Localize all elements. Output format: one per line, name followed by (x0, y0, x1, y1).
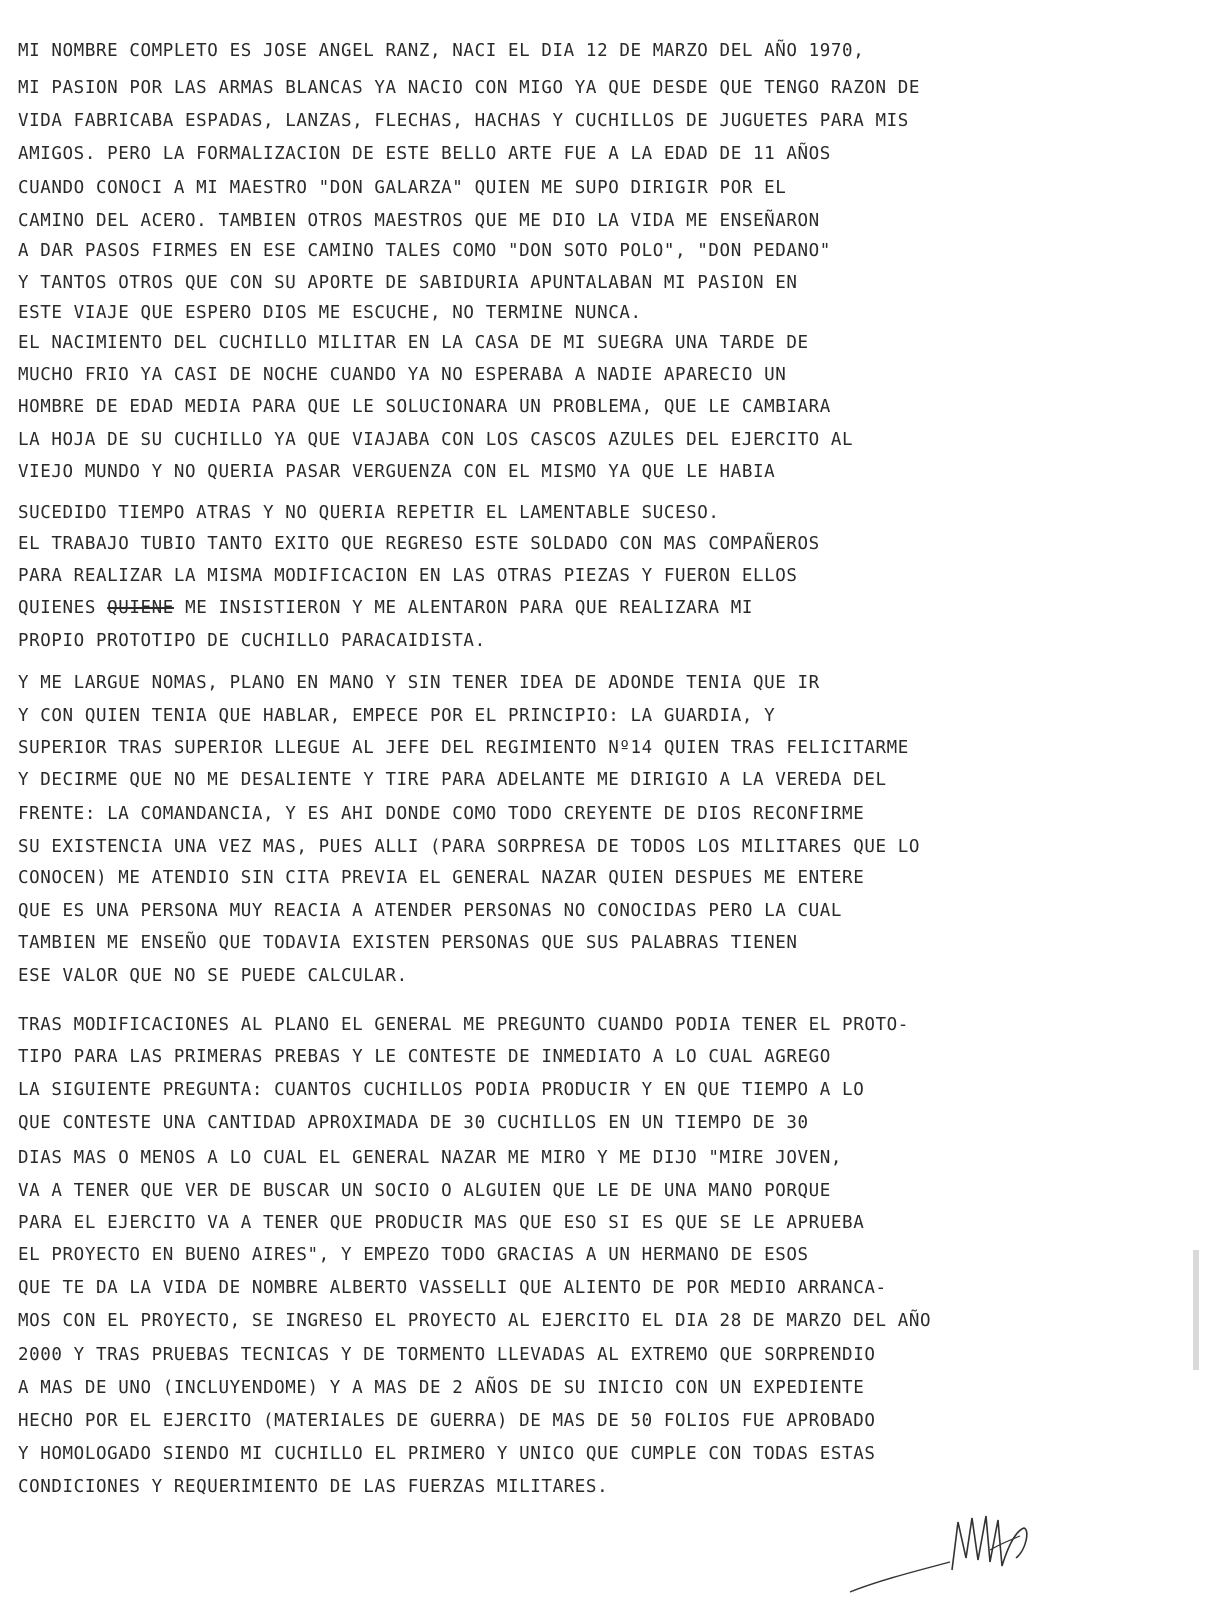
struck-out-word: QUIENE (107, 598, 174, 618)
text-line: ESE VALOR QUE NO SE PUEDE CALCULAR. (18, 966, 408, 986)
text-line: 2000 Y TRAS PRUEBAS TECNICAS Y DE TORMENTO LLEVADAS AL EXTREMO QUE SORPRENDIO (18, 1345, 876, 1365)
text-line: DIAS MAS O MENOS A LO CUAL EL GENERAL NAZAR ME MIRO Y ME DIJO "MIRE JOVEN, (18, 1148, 843, 1168)
text-line: ESTE VIAJE QUE ESPERO DIOS ME ESCUCHE, NO TERMINE NUNCA. (18, 303, 642, 323)
text-line: A DAR PASOS FIRMES EN ESE CAMINO TALES COMO "DON SOTO POLO", "DON PEDANO" (18, 241, 831, 261)
text-line: VIEJO MUNDO Y NO QUERIA PASAR VERGUENZA CON EL MISMO YA QUE LE HABIA (18, 462, 776, 482)
text-line: MUCHO FRIO YA CASI DE NOCHE CUANDO YA NO ESPERABA A NADIE APARECIO UN (18, 365, 787, 385)
text-line: PARA REALIZAR LA MISMA MODIFICACION EN LAS OTRAS PIEZAS Y FUERON ELLOS (18, 566, 798, 586)
text-line-with-strikethrough (18, 593, 1183, 623)
text-line: QUE TE DA LA VIDA DE NOMBRE ALBERTO VASSELLI QUE ALIENTO DE POR MEDIO ARRANCA- (18, 1278, 887, 1298)
text-line: HOMBRE DE EDAD MEDIA PARA QUE LE SOLUCIONARA UN PROBLEMA, QUE LE CAMBIARA (18, 397, 831, 417)
text-line: AMIGOS. PERO LA FORMALIZACION DE ESTE BELLO ARTE FUE A LA EDAD DE 11 AÑOS (18, 144, 831, 164)
text-line: VIDA FABRICABA ESPADAS, LANZAS, FLECHAS, HACHAS Y CUCHILLOS DE JUGUETES PARA MIS (18, 111, 909, 131)
text-line: MI PASION POR LAS ARMAS BLANCAS YA NACIO CON MIGO YA QUE DESDE QUE TENGO RAZON DE (18, 78, 921, 98)
text-line: CONDICIONES Y REQUERIMIENTO DE LAS FUERZAS MILITARES. (18, 1477, 609, 1497)
text-line: MOS CON EL PROYECTO, SE INGRESO EL PROYECTO AL EJERCITO EL DIA 28 DE MARZO DEL AÑO (18, 1311, 932, 1331)
text-line: HECHO POR EL EJERCITO (MATERIALES DE GUERRA) DE MAS DE 50 FOLIOS FUE APROBADO (18, 1411, 876, 1431)
text-line: Y TANTOS OTROS QUE CON SU APORTE DE SABIDURIA APUNTALABAN MI PASION EN (18, 273, 798, 293)
text-line: Y CON QUIEN TENIA QUE HABLAR, EMPECE POR EL PRINCIPIO: LA GUARDIA, Y (18, 706, 776, 726)
text-line: LA SIGUIENTE PREGUNTA: CUANTOS CUCHILLOS PODIA PRODUCIR Y EN QUE TIEMPO A LO (18, 1080, 865, 1100)
text-line: EL TRABAJO TUBIO TANTO EXITO QUE REGRESO ESTE SOLDADO CON MAS COMPAÑEROS (18, 534, 820, 554)
text-line: QUE CONTESTE UNA CANTIDAD APROXIMADA DE 30 CUCHILLOS EN UN TIEMPO DE 30 (18, 1113, 809, 1133)
text-line: PROPIO PROTOTIPO DE CUCHILLO PARACAIDISTA. (18, 631, 486, 651)
text-line: VA A TENER QUE VER DE BUSCAR UN SOCIO O ALGUIEN QUE LE DE UNA MANO PORQUE (18, 1181, 831, 1201)
text-line: TRAS MODIFICACIONES AL PLANO EL GENERAL ME PREGUNTO CUANDO PODIA TENER EL PROTO- (18, 1015, 909, 1035)
text-line: TAMBIEN ME ENSEÑO QUE TODAVIA EXISTEN PERSONAS QUE SUS PALABRAS TIENEN (18, 933, 798, 953)
signature (840, 1500, 1080, 1596)
line-continuation: ME INSISTIERON Y ME ALENTARON PARA QUE REALIZARA MI (185, 598, 753, 618)
scan-edge-mark (1193, 1250, 1199, 1370)
text-line: CAMINO DEL ACERO. TAMBIEN OTROS MAESTROS QUE ME DIO LA VIDA ME ENSEÑARON (18, 211, 820, 231)
text-line: LA HOJA DE SU CUCHILLO YA QUE VIAJABA CON LOS CASCOS AZULES DEL EJERCITO AL (18, 430, 854, 450)
text-line: Y ME LARGUE NOMAS, PLANO EN MANO Y SIN TENER IDEA DE ADONDE TENIA QUE IR (18, 673, 820, 693)
text-line: EL NACIMIENTO DEL CUCHILLO MILITAR EN LA CASA DE MI SUEGRA UNA TARDE DE (18, 333, 809, 353)
text-line: PARA EL EJERCITO VA A TENER QUE PRODUCIR MAS QUE ESO SI ES QUE SE LE APRUEBA (18, 1213, 865, 1233)
text-line: CUANDO CONOCI A MI MAESTRO "DON GALARZA" QUIEN ME SUPO DIRIGIR POR EL (18, 178, 787, 198)
word-quienes: QUIENES (18, 598, 96, 618)
text-line: FRENTE: LA COMANDANCIA, Y ES AHI DONDE COMO TODO CREYENTE DE DIOS RECONFIRME (18, 804, 865, 824)
text-line: SUPERIOR TRAS SUPERIOR LLEGUE AL JEFE DEL REGIMIENTO Nº14 QUIEN TRAS FELICITARME (18, 738, 909, 758)
text-line: TIPO PARA LAS PRIMERAS PREBAS Y LE CONTESTE DE INMEDIATO A LO CUAL AGREGO (18, 1047, 831, 1067)
text-line: Y DECIRME QUE NO ME DESALIENTE Y TIRE PARA ADELANTE ME DIRIGIO A LA VEREDA DEL (18, 770, 887, 790)
text-line: QUE ES UNA PERSONA MUY REACIA A ATENDER PERSONAS NO CONOCIDAS PERO LA CUAL (18, 901, 843, 921)
text-line: CONOCEN) ME ATENDIO SIN CITA PREVIA EL GENERAL NAZAR QUIEN DESPUES ME ENTERE (18, 868, 865, 888)
text-line: MI NOMBRE COMPLETO ES JOSE ANGEL RANZ, NACI EL DIA 12 DE MARZO DEL AÑO 1970, (18, 41, 865, 61)
text-line: SUCEDIDO TIEMPO ATRAS Y NO QUERIA REPETIR EL LAMENTABLE SUCESO. (18, 503, 720, 523)
text-line: SU EXISTENCIA UNA VEZ MAS, PUES ALLI (PARA SORPRESA DE TODOS LOS MILITARES QUE LO (18, 837, 921, 857)
text-line: A MAS DE UNO (INCLUYENDOME) Y A MAS DE 2 AÑOS DE SU INICIO CON UN EXPEDIENTE (18, 1378, 865, 1398)
text-line: Y HOMOLOGADO SIENDO MI CUCHILLO EL PRIMERO Y UNICO QUE CUMPLE CON TODAS ESTAS (18, 1444, 876, 1464)
text-line: EL PROYECTO EN BUENO AIRES", Y EMPEZO TODO GRACIAS A UN HERMANO DE ESOS (18, 1245, 809, 1265)
